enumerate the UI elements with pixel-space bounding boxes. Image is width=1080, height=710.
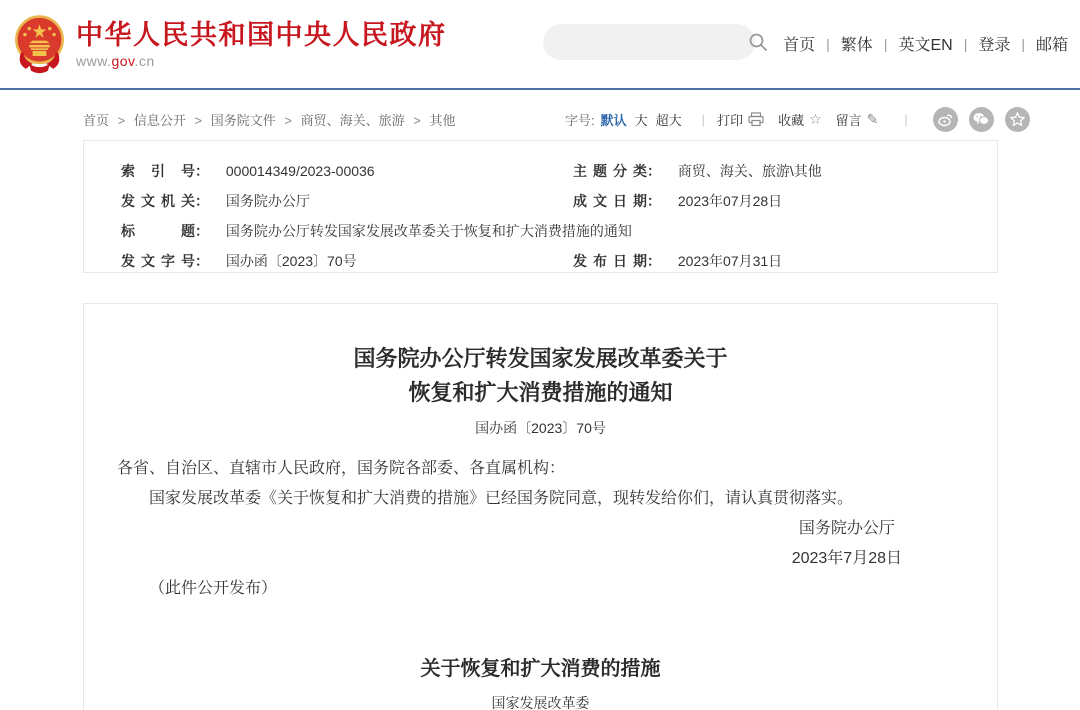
document-content-box <box>83 303 998 710</box>
meta-colon: ： <box>195 223 209 239</box>
meta-doc-number-value: 国办函〔2023〕70号 <box>225 253 357 269</box>
breadcrumb-separator: > <box>117 113 126 128</box>
meta-colon: ： <box>195 193 209 209</box>
document-body <box>117 454 964 604</box>
meta-index-value: 000014349/2023-00036 <box>225 163 375 179</box>
search-icon[interactable] <box>748 32 768 52</box>
meta-doc-number-row <box>121 246 573 276</box>
toolbar-separator: | <box>701 111 706 127</box>
meta-title-value: 国务院办公厅转发国家发展改革委关于恢复和扩大消费措施的通知 <box>225 223 632 239</box>
nav-separator: | <box>963 35 968 52</box>
search-input[interactable] <box>543 24 748 60</box>
meta-issuer-value: 国务院办公厅 <box>225 193 310 209</box>
meta-date-published-row <box>573 246 997 276</box>
star-icon: ☆ <box>809 111 822 127</box>
nav-home[interactable]: 首页 <box>783 37 816 54</box>
meta-colon: ： <box>195 163 209 179</box>
meta-colon: ： <box>647 253 661 269</box>
favorite-label: 收藏 <box>778 112 805 128</box>
header-divider <box>0 88 1080 90</box>
crumb-toolbar-row <box>0 102 1080 134</box>
url-prefix: www. <box>76 53 112 69</box>
top-nav <box>783 32 1068 55</box>
share-group <box>922 107 1030 132</box>
site-logo[interactable] <box>12 14 447 74</box>
font-size-xlarge-button[interactable]: 超大 <box>655 112 682 128</box>
document-number: 国办函〔2023〕70号 <box>475 420 606 436</box>
meta-colon: ： <box>647 193 661 209</box>
meta-index-label: 索引号 <box>121 163 195 179</box>
meta-topic-row <box>573 156 997 186</box>
meta-title-row <box>121 216 997 246</box>
breadcrumb <box>83 110 455 129</box>
breadcrumb-separator: > <box>284 113 292 128</box>
meta-date-written-value: 2023年07月28日 <box>677 193 783 209</box>
salutation-paragraph: 各省、自治区、直辖市人民政府，国务院各部委、各直属机构： <box>117 460 566 477</box>
site-header <box>0 0 1080 88</box>
pencil-icon: ✎ <box>866 111 879 127</box>
meta-title-label: 标题 <box>121 223 195 239</box>
metadata-grid <box>121 156 997 276</box>
toolbar <box>565 106 1030 132</box>
share-wechat-button[interactable] <box>969 107 994 132</box>
signature-signer: 国务院办公厅 <box>798 520 895 537</box>
breadcrumb-info-disclosure[interactable]: 信息公开 <box>133 113 186 128</box>
breadcrumb-trade-customs-tourism[interactable]: 商贸、海关、旅游 <box>300 113 405 128</box>
document-title <box>117 342 964 410</box>
breadcrumb-separator: > <box>413 113 421 128</box>
signature-date: 2023年7月28日 <box>791 550 902 567</box>
print-label: 打印 <box>717 112 744 128</box>
nav-separator: | <box>883 35 888 52</box>
nav-english[interactable]: 英文EN <box>898 37 953 54</box>
favorite-button[interactable] <box>778 110 822 129</box>
brand-text <box>76 14 447 69</box>
comment-button[interactable] <box>836 110 879 129</box>
document-title-line2: 恢复和扩大消费措施的通知 <box>408 380 673 405</box>
meta-colon: ： <box>195 253 209 269</box>
weibo-icon <box>938 112 953 127</box>
meta-index-row <box>121 156 573 186</box>
meta-date-written-label: 成文日期 <box>573 193 647 209</box>
meta-colon: ： <box>647 163 661 179</box>
breadcrumb-state-council-docs[interactable]: 国务院文件 <box>210 113 276 128</box>
font-size-large-button[interactable]: 大 <box>634 112 648 128</box>
public-release-note: （此件公开发布） <box>149 580 278 597</box>
meta-topic-label: 主题分类 <box>573 163 647 179</box>
signature-block <box>792 514 902 574</box>
breadcrumb-other[interactable]: 其他 <box>429 113 456 128</box>
meta-date-published-value: 2023年07月31日 <box>677 253 783 269</box>
attachment-title: 关于恢复和扩大消费的措施 <box>420 658 661 680</box>
attachment-author: 国家发展改革委 <box>491 695 590 710</box>
body-paragraph: 国家发展改革委《关于恢复和扩大消费的措施》已经国务院同意，现转发给你们，请认真贯彻落实。 <box>149 490 854 507</box>
nav-login[interactable]: 登录 <box>978 37 1011 54</box>
site-url <box>76 53 447 69</box>
meta-doc-number-label: 发文字号 <box>121 253 195 269</box>
share-qzone-button[interactable] <box>1005 107 1030 132</box>
document-metadata-box <box>83 140 998 273</box>
meta-issuer-label: 发文机关 <box>121 193 195 209</box>
search-box <box>543 24 755 60</box>
font-size-default-button[interactable]: 默认 <box>600 112 627 128</box>
font-size-label: 字号: <box>565 112 595 128</box>
meta-topic-value: 商贸、海关、旅游\其他 <box>677 163 822 179</box>
url-suffix: .cn <box>134 53 155 69</box>
nav-traditional[interactable]: 繁体 <box>840 37 873 54</box>
breadcrumb-separator: > <box>194 113 203 128</box>
qzone-star-icon <box>1010 112 1025 127</box>
toolbar-separator: | <box>904 111 908 127</box>
meta-date-written-row <box>573 186 997 216</box>
meta-date-published-label: 发布日期 <box>573 253 647 269</box>
url-highlight: gov <box>111 53 135 69</box>
print-button[interactable] <box>717 110 764 129</box>
national-emblem-icon <box>12 14 67 74</box>
breadcrumb-home[interactable]: 首页 <box>83 113 110 128</box>
meta-issuer-row <box>121 186 573 216</box>
wechat-icon <box>973 112 989 126</box>
printer-icon <box>748 112 764 127</box>
site-title: 中华人民共和国中央人民政府 <box>76 20 447 50</box>
share-weibo-button[interactable] <box>933 107 958 132</box>
comment-label: 留言 <box>835 112 862 128</box>
nav-separator: | <box>1021 35 1025 52</box>
nav-mailbox[interactable]: 邮箱 <box>1035 37 1068 54</box>
nav-separator: | <box>826 35 830 52</box>
document-title-line1: 国务院办公厅转发国家发展改革委关于 <box>353 346 728 371</box>
